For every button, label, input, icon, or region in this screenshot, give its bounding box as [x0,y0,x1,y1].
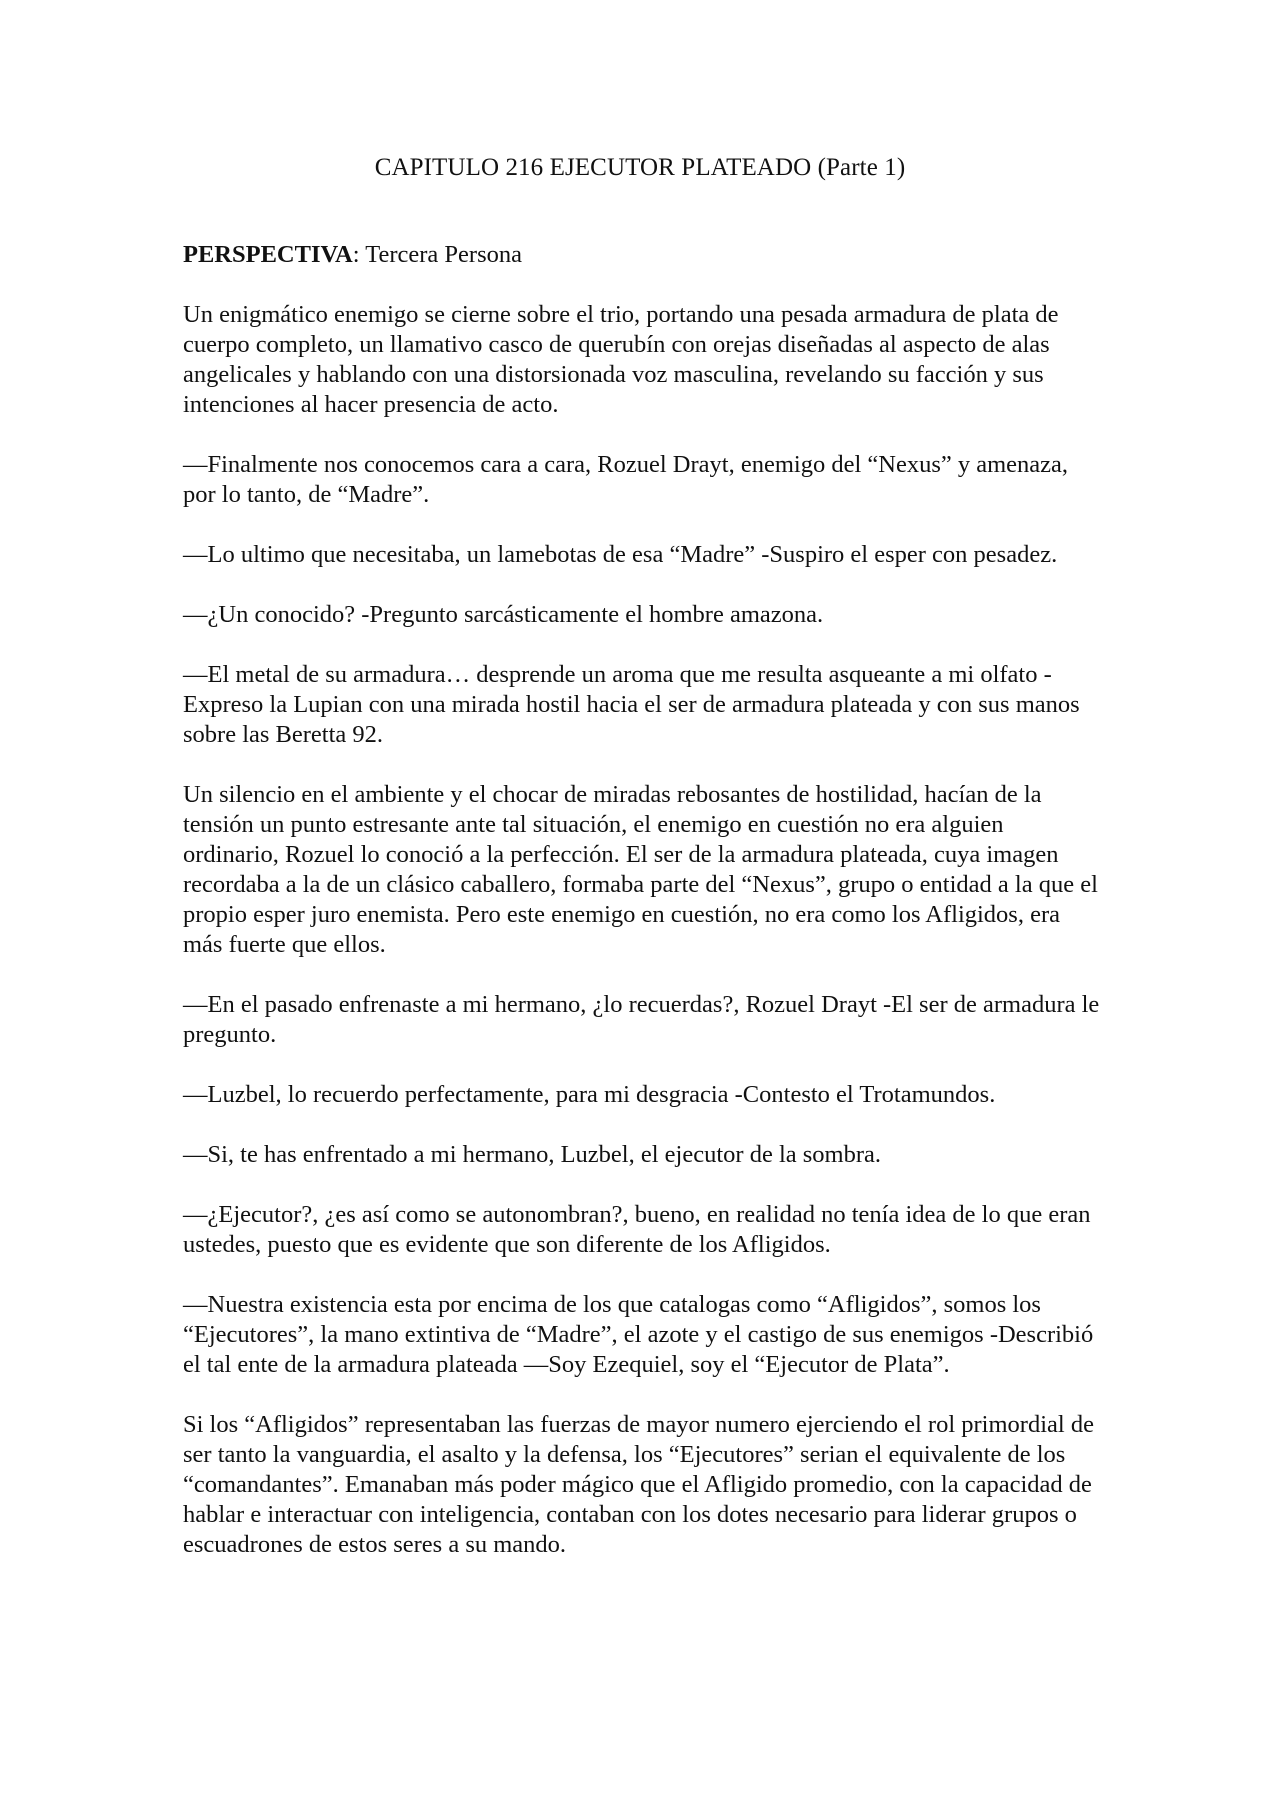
paragraph: —En el pasado enfrenaste a mi hermano, ¿lo recuerdas?, Rozuel Drayt -El ser de armadura le pregunto. [183,991,1100,1048]
paragraph: —Nuestra existencia esta por encima de los que catalogas como “Afligidos”, somos los “Ejecutores”, la mano extintiva de “Madre”, el azote y el castigo de sus enemigos -Describió el tal ente de la armadura plateada —Soy Ezequiel, soy el “Ejecutor de Plata”. [183,1291,1094,1378]
paragraph: Un silencio en el ambiente y el chocar de miradas rebosantes de hostilidad, hacían de la tensión un punto estresante ante tal situación, el enemigo en cuestión no era alguien ordinario, Rozuel lo conoció a la perfección. El ser de la armadura plateada, cuya imagen recordaba a la de un clásico caballero, formaba parte del “Nexus”, grupo o entidad a la que el propio esper juro enemista. Pero este enemigo en cuestión, no era como los Afligidos, era más fuerte que ellos. [183,781,1098,958]
chapter-title: CAPITULO 216 EJECUTOR PLATEADO (Parte 1) [374,154,906,181]
perspective-line [183,240,1103,270]
perspective-label: PERSPECTIVA [183,241,353,268]
document-body [183,240,1103,1590]
paragraph: —¿Ejecutor?, ¿es así como se autonombran?, bueno, en realidad no tenía idea de lo que eran ustedes, puesto que es evidente que son diferente de los Afligidos. [183,1201,1091,1258]
paragraph: —Finalmente nos conocemos cara a cara, Rozuel Drayt, enemigo del “Nexus” y amenaza, por lo tanto, de “Madre”. [183,451,1069,508]
paragraph: —Lo ultimo que necesitaba, un lamebotas de esa “Madre” -Suspiro el esper con pesadez. [183,541,1058,568]
paragraph: —¿Un conocido? -Pregunto sarcásticamente el hombre amazona. [183,601,824,628]
paragraph: Si los “Afligidos” representaban las fuerzas de mayor numero ejerciendo el rol primordial de ser tanto la vanguardia, el asalto y la defensa, los “Ejecutores” serian el equivalente de los “comandantes”. Emanaban más poder mágico que el Afligido promedio, con la capacidad de hablar e interactuar con inteligencia, contaban con los dotes necesario para liderar grupos o escuadrones de estos seres a su mando. [183,1411,1094,1558]
paragraph: Un enigmático enemigo se cierne sobre el trio, portando una pesada armadura de plata de cuerpo completo, un llamativo casco de querubín con orejas diseñadas al aspecto de alas angelicales y hablando con una distorsionada voz masculina, revelando su facción y sus intenciones al hacer presencia de acto. [183,301,1059,418]
paragraph: —Luzbel, lo recuerdo perfectamente, para mi desgracia -Contesto el Trotamundos. [183,1081,996,1108]
paragraph: —El metal de su armadura… desprende un aroma que me resulta asqueante a mi olfato -Expreso la Lupian con una mirada hostil hacia el ser de armadura plateada y con sus manos sobre las Beretta 92. [183,661,1080,748]
perspective-value: : Tercera Persona [352,241,522,268]
paragraph: —Si, te has enfrentado a mi hermano, Luzbel, el ejecutor de la sombra. [183,1141,881,1168]
